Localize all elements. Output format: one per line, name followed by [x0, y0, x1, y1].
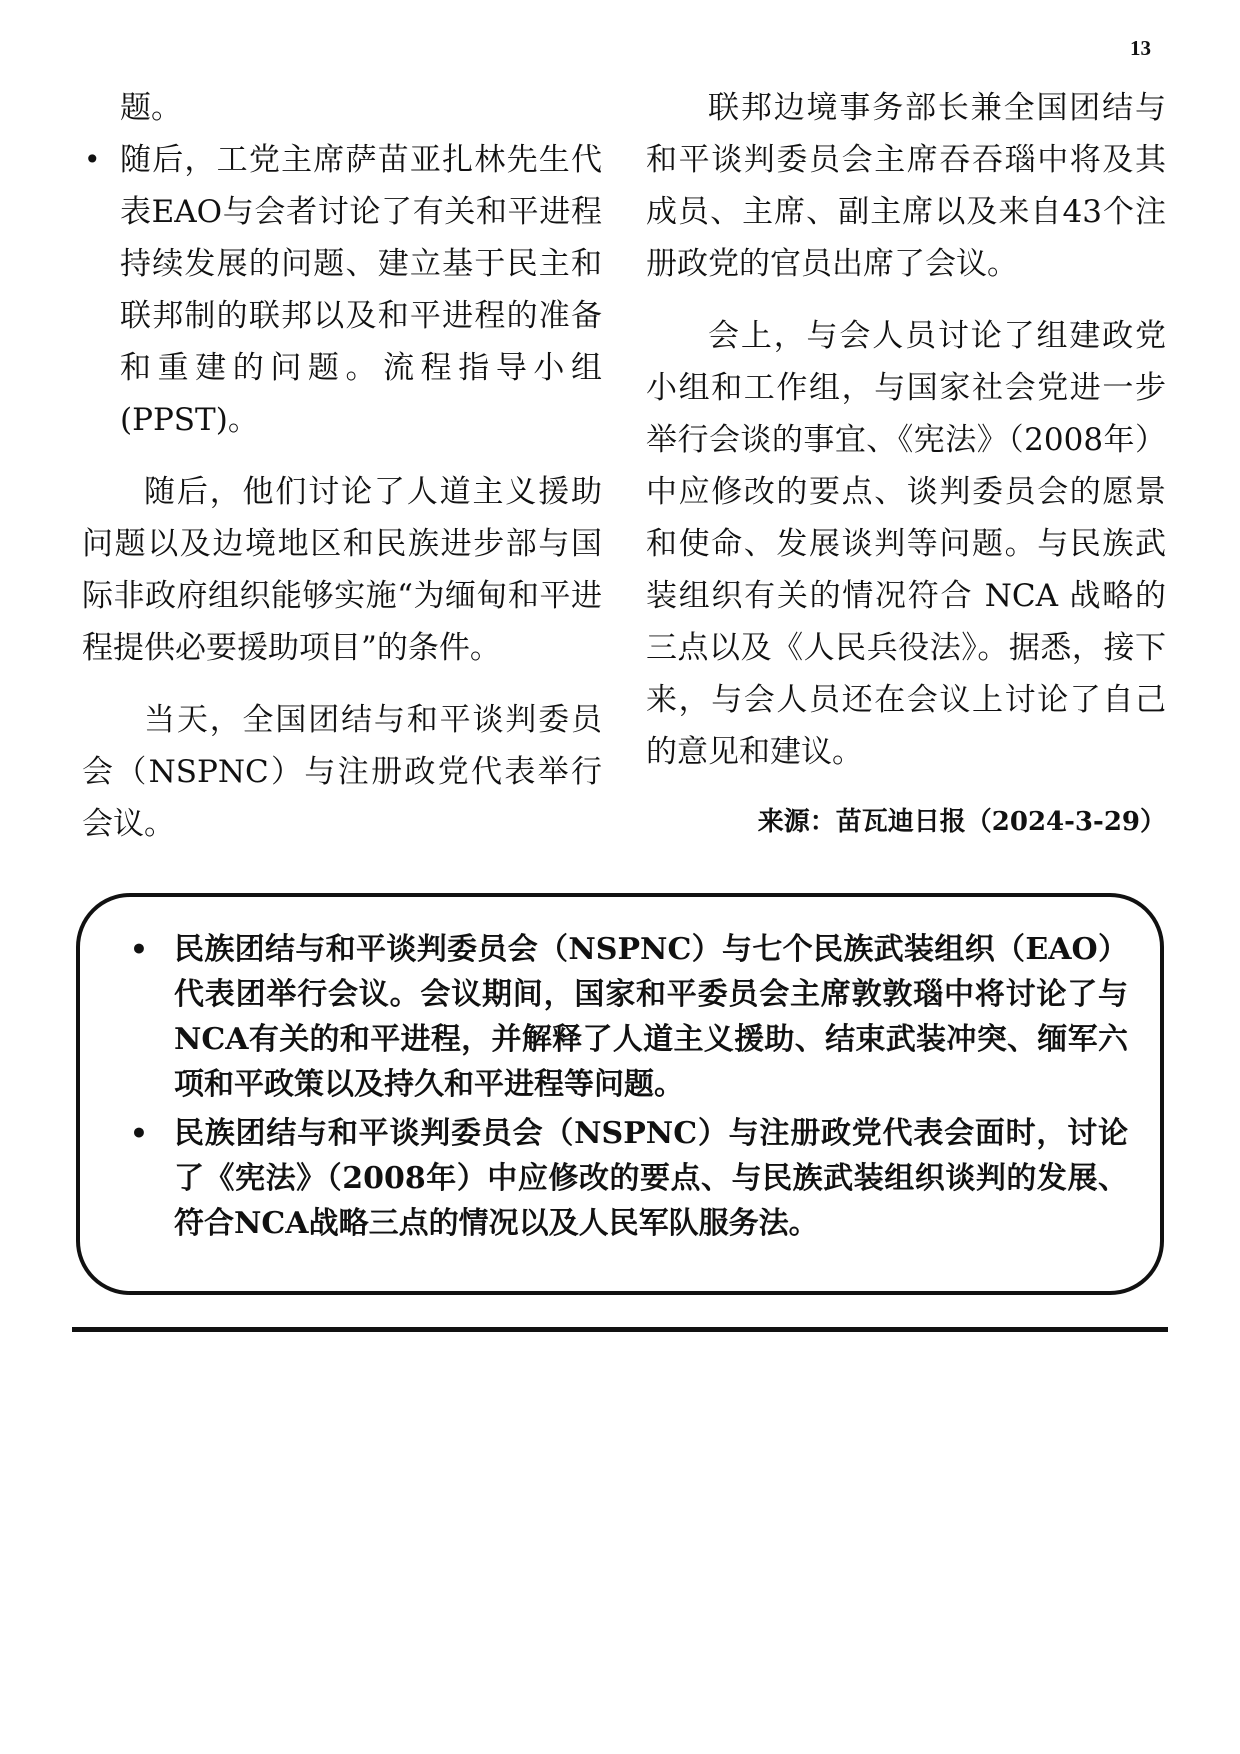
- page-number: 13: [1130, 36, 1151, 60]
- source-citation: 来源：苗瓦迪日报（2024-3-29）: [757, 807, 1166, 837]
- summary-item-2: [130, 1111, 1128, 1246]
- summary-item-1: [130, 927, 1128, 1107]
- right-paragraph-discussion: 会上，与会人员讨论了组建政党小组和工作组，与国家社会党进一步举行会谈的事宜、《宪法》（2008年）中应修改的要点、谈判委员会的愿景和使命、发展谈判等问题。与民族武装组织有关的情况符合 NCA 战略的三点以及《人民兵役法》。据悉，接下来，与会人员还在会议上讨论了自己的意见和建议。: [646, 318, 1166, 770]
- summary-box: [76, 893, 1164, 1295]
- summary-item-text: 民族团结与和平谈判委员会（NSPNC）与七个民族武装组织（EAO）代表团举行会议。会议期间，国家和平委员会主席敦敦瑙中将讨论了与NCA有关的和平进程，并解释了人道主义援助、结束武装冲突、缅军六项和平政策以及持久和平进程等问题。: [174, 932, 1128, 1102]
- bottom-divider: [72, 1327, 1168, 1332]
- left-column: [82, 82, 602, 850]
- left-paragraph-aid: 随后，他们讨论了人道主义援助问题以及边境地区和民族进步部与国际非政府组织能够实施“为缅甸和平进程提供必要援助项目”的条件。: [82, 474, 602, 666]
- bullet-dot-icon: •: [130, 1117, 148, 1150]
- bullet-dot-icon: •: [84, 143, 101, 176]
- left-bullet-text: 随后，工党主席萨苗亚扎林先生代表EAO与会者讨论了有关和平进程持续发展的问题、建立基于民主和联邦制的联邦以及和平进程的准备和重建的问题。流程指导小组 (PPST)。: [120, 142, 602, 438]
- left-paragraph-meeting: 当天，全国团结与和平谈判委员会（NSPNC）与注册政党代表举行会议。: [82, 702, 602, 842]
- summary-item-text: 民族团结与和平谈判委员会（NSPNC）与注册政党代表会面时，讨论了《宪法》（2008年）中应修改的要点、与民族武装组织谈判的发展、符合NCA战略三点的情况以及人民军队服务法。: [174, 1116, 1128, 1241]
- left-bullet-paragraph: [82, 134, 602, 446]
- left-paragraph-continuation: 题。: [120, 90, 182, 126]
- bullet-dot-icon: •: [130, 933, 148, 966]
- right-paragraph-attendees: 联邦边境事务部长兼全国团结与和平谈判委员会主席吞吞瑙中将及其成员、主席、副主席以及来自43个注册政党的官员出席了会议。: [646, 90, 1166, 282]
- right-column: [646, 82, 1166, 842]
